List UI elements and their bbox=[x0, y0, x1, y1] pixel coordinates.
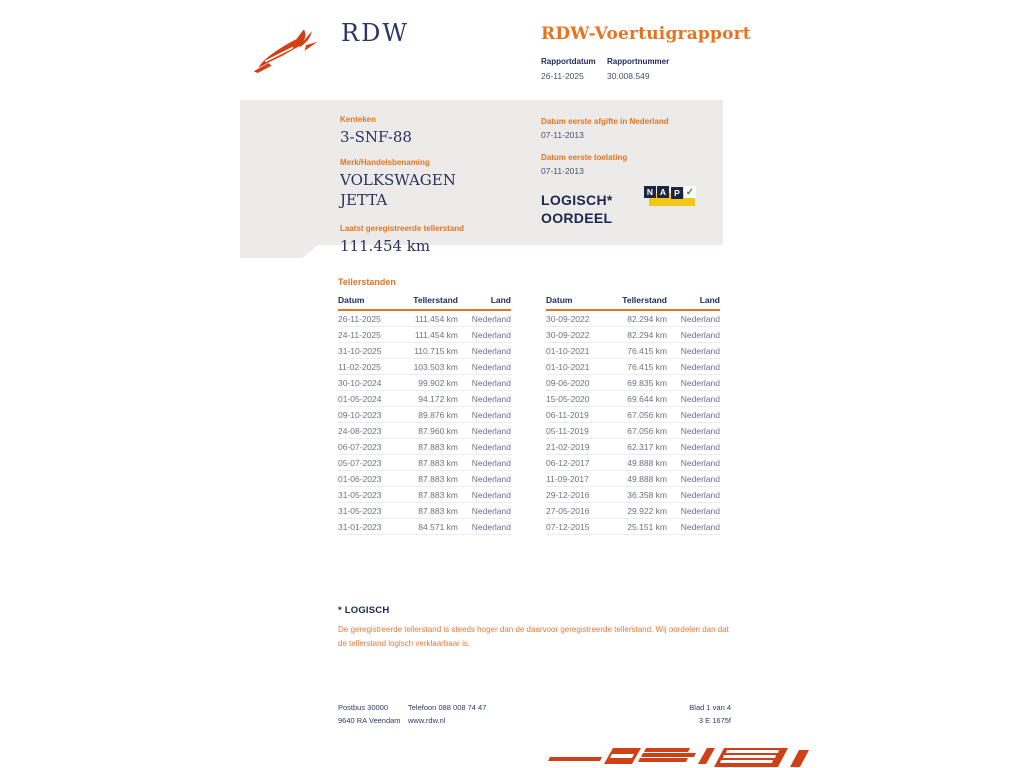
table-row: 30-10-2024 99.902 km Nederland bbox=[338, 375, 511, 391]
table-row: 31-05-2023 87.883 km Nederland bbox=[338, 487, 511, 503]
table-row: 06-11-2019 67.056 km Nederland bbox=[546, 407, 720, 423]
table-row: 15-05-2020 69.644 km Nederland bbox=[546, 391, 720, 407]
table-row: 06-07-2023 87.883 km Nederland bbox=[338, 439, 511, 455]
checkmark-icon: ✓ bbox=[685, 186, 695, 198]
table-row: 01-05-2024 94.172 km Nederland bbox=[338, 391, 511, 407]
afgifte-value: 07-11-2013 bbox=[541, 130, 584, 140]
column-land: Land bbox=[458, 295, 511, 310]
rdw-stripes-graphic bbox=[548, 744, 816, 768]
merk-value: VOLKSWAGEN bbox=[340, 171, 456, 189]
logisch-footnote bbox=[338, 605, 731, 651]
table-row: 31-10-2025 110.715 km Nederland bbox=[338, 343, 511, 359]
table-row: 31-01-2023 84.571 km Nederland bbox=[338, 519, 511, 535]
report-title: RDW-Voertuigrapport bbox=[541, 24, 751, 44]
table-row: 11-02-2025 103.503 km Nederland bbox=[338, 359, 511, 375]
rdw-wordmark: RDW bbox=[341, 19, 409, 47]
table-row: 24-08-2023 87.960 km Nederland bbox=[338, 423, 511, 439]
table-row: 30-09-2022 82.294 km Nederland bbox=[546, 310, 720, 327]
nap-letter-n: N bbox=[644, 186, 656, 198]
footer-address-line2: 9640 RA Veendam bbox=[338, 716, 401, 725]
table-row: 09-06-2020 69.835 km Nederland bbox=[546, 375, 720, 391]
tellerstanden-table-left bbox=[338, 295, 511, 535]
table-row: 29-12-2016 36.358 km Nederland bbox=[546, 487, 720, 503]
nap-letter-p: P bbox=[671, 187, 683, 199]
table-row: 09-10-2023 89.876 km Nederland bbox=[338, 407, 511, 423]
footnote-text: De geregistreerde tellerstand is steeds hoger dan de daarvoor geregistreerde tellerstand. Wij oordelen dan dat de tellerstand logisch verklaarbaar is. bbox=[338, 625, 729, 648]
column-datum: Datum bbox=[338, 295, 408, 310]
footer-phone: Telefoon 088 008 74 47 bbox=[408, 703, 487, 712]
rdw-logo bbox=[252, 20, 409, 76]
afgifte-label: Datum eerste afgifte in Nederland bbox=[541, 117, 669, 126]
nap-letter-a: A bbox=[657, 186, 669, 198]
table-row: 31-05-2023 87.883 km Nederland bbox=[338, 503, 511, 519]
tellerstanden-table-right bbox=[546, 295, 720, 535]
table-row: 05-11-2019 67.056 km Nederland bbox=[546, 423, 720, 439]
table-row: 05-07-2023 87.883 km Nederland bbox=[338, 455, 511, 471]
footer-address-line1: Postbus 30000 bbox=[338, 703, 389, 712]
report-number-value: 30.008.549 bbox=[607, 71, 650, 81]
kenteken-label: Kenteken bbox=[340, 115, 377, 124]
table-row: 27-05-2016 29.922 km Nederland bbox=[546, 503, 720, 519]
footnote-title: * LOGISCH bbox=[338, 605, 390, 616]
column-tellerstand: Tellerstand bbox=[616, 295, 667, 310]
table-row: 06-12-2017 49.888 km Nederland bbox=[546, 455, 720, 471]
table-row: 01-06-2023 87.883 km Nederland bbox=[338, 471, 511, 487]
nap-logo bbox=[644, 186, 704, 212]
table-row: 07-12-2015 25.151 km Nederland bbox=[546, 519, 720, 535]
tellerstand-value: 111.454 km bbox=[340, 237, 431, 255]
report-number-label: Rapportnummer bbox=[607, 57, 670, 66]
column-datum: Datum bbox=[546, 295, 616, 310]
report-date-label: Rapportdatum bbox=[541, 57, 596, 66]
tellerstanden-section bbox=[338, 277, 720, 535]
table-row: 21-02-2019 62.317 km Nederland bbox=[546, 439, 720, 455]
toelating-label: Datum eerste toelating bbox=[541, 153, 628, 162]
report-meta bbox=[541, 57, 669, 81]
table-header-row bbox=[546, 295, 720, 310]
table-row: 30-09-2022 82.294 km Nederland bbox=[546, 327, 720, 343]
report-date-value: 26-11-2025 bbox=[541, 71, 584, 81]
table-row: 26-11-2025 111.454 km Nederland bbox=[338, 310, 511, 327]
oordeel-text: LOGISCH* OORDEEL bbox=[541, 192, 613, 226]
toelating-value: 07-11-2013 bbox=[541, 166, 584, 176]
tellerstand-label: Laatst geregistreerde tellerstand bbox=[340, 224, 465, 233]
column-land: Land bbox=[667, 295, 720, 310]
table-row: 11-09-2017 49.888 km Nederland bbox=[546, 471, 720, 487]
merk-label: Merk/Handelsbenaming bbox=[340, 158, 430, 167]
footer-form-code: 3 E 1675f bbox=[698, 716, 731, 725]
table-row: 01-10-2021 76.415 km Nederland bbox=[546, 359, 720, 375]
table-row: 01-10-2021 76.415 km Nederland bbox=[546, 343, 720, 359]
vehicle-summary-box bbox=[240, 100, 723, 255]
kenteken-value: 3-SNF-88 bbox=[340, 128, 412, 146]
table-row: 24-11-2025 111.454 km Nederland bbox=[338, 327, 511, 343]
footer-website-link[interactable]: www.rdw.nl bbox=[408, 716, 446, 725]
footer-page-number: Blad 1 van 4 bbox=[689, 703, 731, 712]
table-header-row bbox=[338, 295, 511, 310]
model-value: JETTA bbox=[340, 191, 388, 209]
tellerstanden-heading: Tellerstanden bbox=[338, 277, 396, 287]
page-footer bbox=[338, 701, 731, 727]
rdw-bird-icon bbox=[252, 24, 334, 76]
column-tellerstand: Tellerstand bbox=[408, 295, 458, 310]
